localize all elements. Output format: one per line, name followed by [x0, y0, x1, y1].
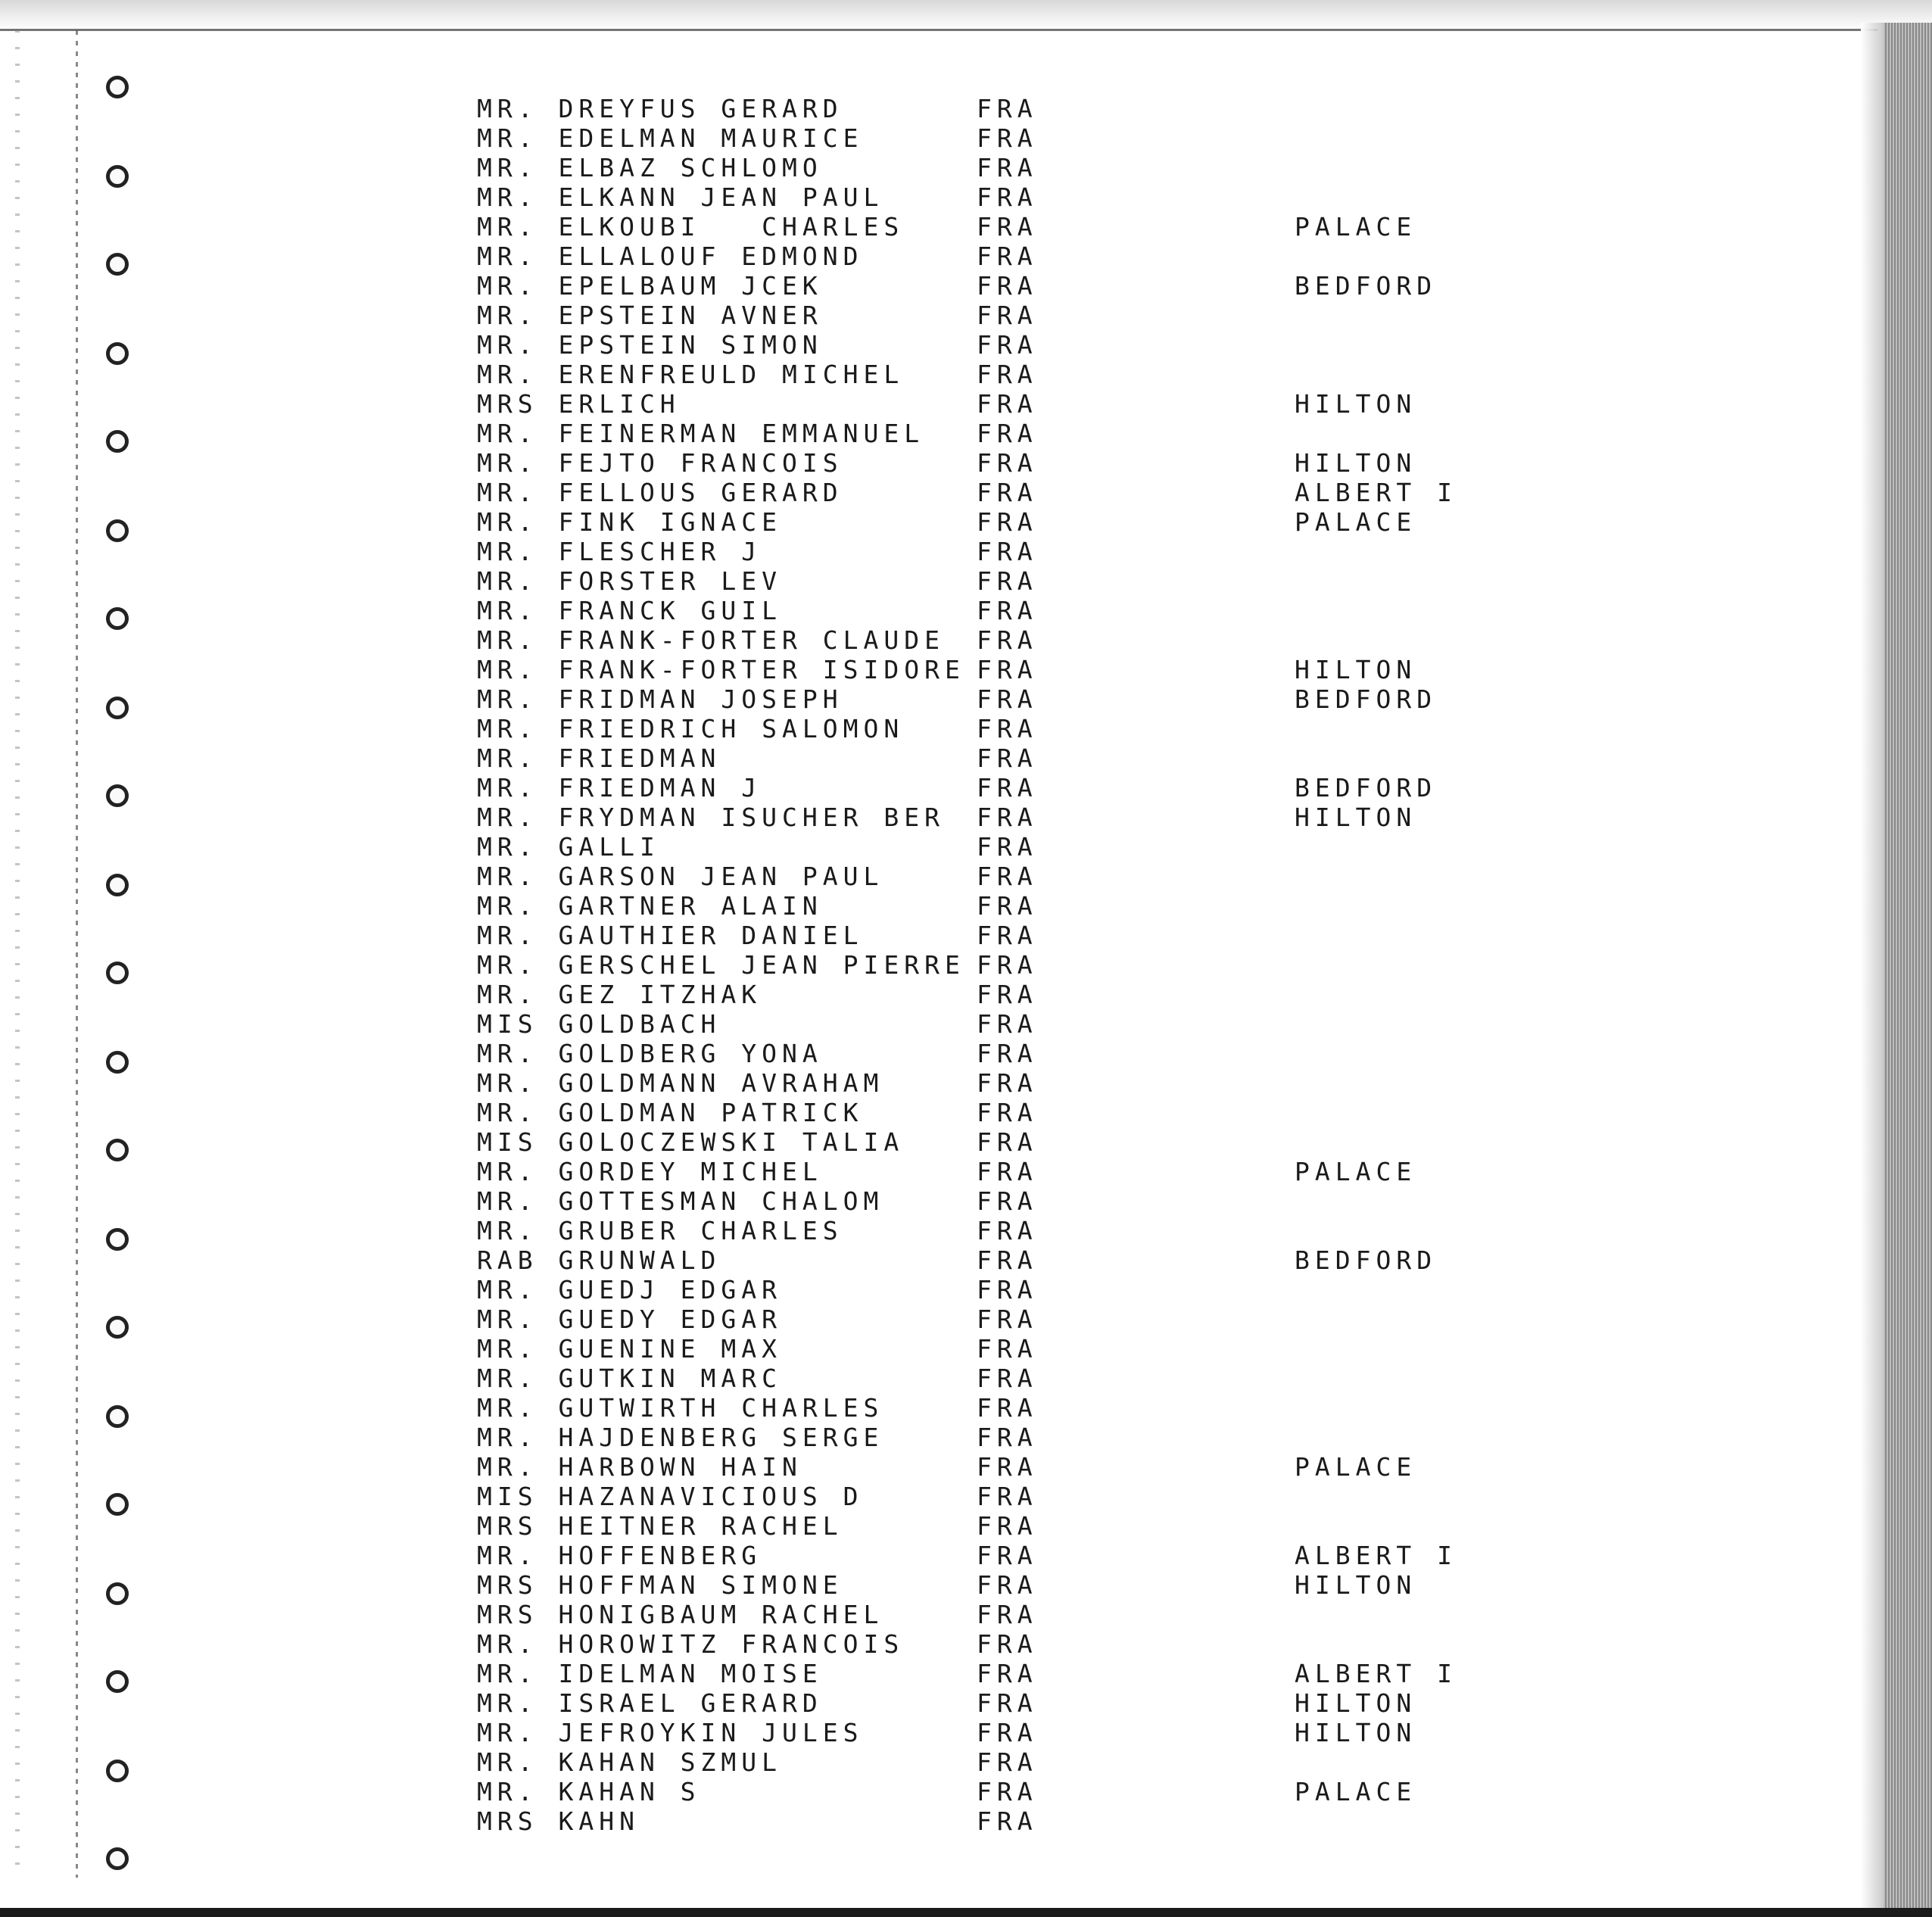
participant-country: FRA: [977, 950, 1038, 980]
participant-name: MR. FRIDMAN JOSEPH: [477, 684, 843, 714]
participant-name: MR. FEINERMAN EMMANUEL: [477, 419, 925, 448]
participant-country: FRA: [977, 1068, 1038, 1098]
participant-name: MR. HARBOWN HAIN: [477, 1452, 802, 1482]
participant-name: MR. FRYDMAN ISUCHER BER: [477, 803, 945, 832]
feed-hole-icon: [106, 607, 129, 630]
participant-country: FRA: [977, 1334, 1038, 1364]
participant-country: FRA: [977, 507, 1038, 537]
participant-country: FRA: [977, 1570, 1038, 1600]
participant-hotel: ALBERT I: [1295, 1541, 1457, 1570]
participant-name: MR. FEJTO FRANCOIS: [477, 448, 843, 478]
participant-country: FRA: [977, 1216, 1038, 1245]
participant-country: FRA: [977, 1541, 1038, 1570]
participant-country: FRA: [977, 625, 1038, 655]
participant-name: MRS KAHN: [477, 1806, 640, 1836]
participant-name: MR. ERENFREULD MICHEL: [477, 360, 905, 389]
tractor-perforation-line: [76, 30, 78, 1878]
feed-hole-icon: [106, 1493, 129, 1516]
participant-name: MR. GORDEY MICHEL: [477, 1157, 823, 1186]
participant-hotel: HILTON: [1295, 803, 1417, 832]
participant-country: FRA: [977, 832, 1038, 862]
feed-hole-icon: [106, 1316, 129, 1339]
participant-hotel: HILTON: [1295, 1688, 1417, 1718]
participant-name: MR. GOLDMAN PATRICK: [477, 1098, 864, 1127]
participant-country: FRA: [977, 1304, 1038, 1334]
participant-name: MR. GAUTHIER DANIEL: [477, 921, 864, 950]
participant-name: MRS HOFFMAN SIMONE: [477, 1570, 843, 1600]
participant-name: MR. ISRAEL GERARD: [477, 1688, 823, 1718]
participant-hotel: HILTON: [1295, 655, 1417, 684]
participant-hotel: BEDFORD: [1295, 773, 1438, 803]
participant-country: FRA: [977, 212, 1038, 242]
scan-top-shadow: [0, 0, 1932, 30]
participant-country: FRA: [977, 419, 1038, 448]
participant-name: MR. GUTWIRTH CHARLES: [477, 1393, 884, 1423]
tractor-feed-holes: [106, 0, 151, 1917]
participant-country: FRA: [977, 1629, 1038, 1659]
participant-country: FRA: [977, 1245, 1038, 1275]
participant-country: FRA: [977, 1600, 1038, 1629]
feed-hole-icon: [106, 253, 129, 276]
participant-country: FRA: [977, 1039, 1038, 1068]
feed-hole-icon: [106, 342, 129, 365]
participant-hotel: HILTON: [1295, 448, 1417, 478]
participant-country: FRA: [977, 1718, 1038, 1747]
participant-name: MR. JEFROYKIN JULES: [477, 1718, 864, 1747]
feed-hole-icon: [106, 1051, 129, 1074]
participant-country: FRA: [977, 1452, 1038, 1482]
participant-country: FRA: [977, 1482, 1038, 1511]
participant-hotel: BEDFORD: [1295, 271, 1438, 301]
participant-name: MIS HAZANAVICIOUS D: [477, 1482, 864, 1511]
participant-name: MIS GOLDBACH: [477, 1009, 721, 1039]
participant-country: FRA: [977, 921, 1038, 950]
participant-name: MR. KAHAN SZMUL: [477, 1747, 783, 1777]
participant-name: MR. EDELMAN MAURICE: [477, 123, 864, 153]
participant-country: FRA: [977, 478, 1038, 507]
participant-country: FRA: [977, 182, 1038, 212]
feed-hole-icon: [106, 962, 129, 984]
participant-name: MR. GOLDMANN AVRAHAM: [477, 1068, 884, 1098]
participant-name: MR. FRANCK GUIL: [477, 596, 783, 625]
participant-name: MR. ELKOUBI CHARLES: [477, 212, 905, 242]
participant-name: RAB GRUNWALD: [477, 1245, 721, 1275]
participant-name: MR. FORSTER LEV: [477, 566, 783, 596]
participant-name: MR. GOTTESMAN CHALOM: [477, 1186, 884, 1216]
participant-country: FRA: [977, 1747, 1038, 1777]
participant-name: MR. FRANK-FORTER ISIDORE: [477, 655, 965, 684]
participant-name: MR. ELKANN JEAN PAUL: [477, 182, 884, 212]
feed-hole-icon: [106, 1847, 129, 1870]
participant-name: MR. GERSCHEL JEAN PIERRE: [477, 950, 965, 980]
participant-hotel: PALACE: [1295, 1777, 1417, 1806]
participant-country: FRA: [977, 566, 1038, 596]
participant-hotel: BEDFORD: [1295, 1245, 1438, 1275]
participant-name: MRS ERLICH: [477, 389, 681, 419]
participant-hotel: ALBERT I: [1295, 478, 1457, 507]
participant-name: MR. GUEDY EDGAR: [477, 1304, 783, 1334]
participant-country: FRA: [977, 1777, 1038, 1806]
feed-hole-icon: [106, 784, 129, 807]
participant-country: FRA: [977, 94, 1038, 123]
participant-country: FRA: [977, 891, 1038, 921]
participant-hotel: HILTON: [1295, 1718, 1417, 1747]
participant-hotel: HILTON: [1295, 389, 1417, 419]
participant-country: FRA: [977, 1393, 1038, 1423]
feed-hole-icon: [106, 1760, 129, 1782]
participant-country: FRA: [977, 1186, 1038, 1216]
participant-country: FRA: [977, 1688, 1038, 1718]
participant-country: FRA: [977, 862, 1038, 891]
feed-hole-icon: [106, 1139, 129, 1161]
participant-hotel: ALBERT I: [1295, 1659, 1457, 1688]
participant-country: FRA: [977, 1423, 1038, 1452]
participant-hotel: PALACE: [1295, 507, 1417, 537]
participant-country: FRA: [977, 153, 1038, 182]
participant-country: FRA: [977, 596, 1038, 625]
participant-country: FRA: [977, 773, 1038, 803]
participant-country: FRA: [977, 389, 1038, 419]
participant-hotel: PALACE: [1295, 1157, 1417, 1186]
participant-country: FRA: [977, 242, 1038, 271]
feed-hole-icon: [106, 165, 129, 188]
participant-country: FRA: [977, 1009, 1038, 1039]
feed-hole-icon: [106, 874, 129, 896]
participant-hotel: PALACE: [1295, 1452, 1417, 1482]
participant-country: FRA: [977, 330, 1038, 360]
participant-country: FRA: [977, 537, 1038, 566]
participant-name: MR. FRIEDMAN: [477, 743, 721, 773]
participant-country: FRA: [977, 1127, 1038, 1157]
participant-name: MR. GARTNER ALAIN: [477, 891, 823, 921]
feed-hole-icon: [106, 76, 129, 98]
participant-hotel: PALACE: [1295, 212, 1417, 242]
participant-name: MR. ELLALOUF EDMOND: [477, 242, 864, 271]
page-bottom-edge: [0, 1908, 1932, 1917]
participant-name: MR. FRANK-FORTER CLAUDE: [477, 625, 945, 655]
participant-name: MR. EPSTEIN SIMON: [477, 330, 823, 360]
participant-country: FRA: [977, 1659, 1038, 1688]
participant-name: MR. FRIEDRICH SALOMON: [477, 714, 905, 743]
participant-name: MR. FELLOUS GERARD: [477, 478, 843, 507]
participant-name: MR. GEZ ITZHAK: [477, 980, 762, 1009]
participant-name: MR. GUEDJ EDGAR: [477, 1275, 783, 1304]
participant-country: FRA: [977, 980, 1038, 1009]
participant-name: MR. FINK IGNACE: [477, 507, 783, 537]
scan-noise-left: [15, 30, 20, 1878]
participant-name: MR. HAJDENBERG SERGE: [477, 1423, 884, 1452]
participant-name: MR. ELBAZ SCHLOMO: [477, 153, 823, 182]
participant-country: FRA: [977, 1364, 1038, 1393]
feed-hole-icon: [106, 697, 129, 719]
participant-country: FRA: [977, 1098, 1038, 1127]
feed-hole-icon: [106, 430, 129, 453]
participant-name: MR. EPSTEIN AVNER: [477, 301, 823, 330]
feed-hole-icon: [106, 1582, 129, 1605]
participant-country: FRA: [977, 655, 1038, 684]
feed-hole-icon: [106, 1670, 129, 1693]
participant-name: MR. GARSON JEAN PAUL: [477, 862, 884, 891]
participant-name: MR. DREYFUS GERARD: [477, 94, 843, 123]
participant-country: FRA: [977, 1511, 1038, 1541]
participant-country: FRA: [977, 271, 1038, 301]
participant-name: MR. FLESCHER J: [477, 537, 762, 566]
participant-country: FRA: [977, 123, 1038, 153]
participant-name: MR. GOLDBERG YONA: [477, 1039, 823, 1068]
feed-hole-icon: [106, 519, 129, 542]
participant-name: MR. HOFFENBERG: [477, 1541, 762, 1570]
participant-country: FRA: [977, 803, 1038, 832]
participant-name: MR. FRIEDMAN J: [477, 773, 762, 803]
participant-country: FRA: [977, 1157, 1038, 1186]
participant-country: FRA: [977, 684, 1038, 714]
participant-name: MR. IDELMAN MOISE: [477, 1659, 823, 1688]
participant-name: MRS HEITNER RACHEL: [477, 1511, 843, 1541]
participant-name: MR. HOROWITZ FRANCOIS: [477, 1629, 905, 1659]
participant-country: FRA: [977, 714, 1038, 743]
participant-hotel: HILTON: [1295, 1570, 1417, 1600]
participant-country: FRA: [977, 743, 1038, 773]
participant-name: MR. GUTKIN MARC: [477, 1364, 783, 1393]
participant-country: FRA: [977, 448, 1038, 478]
participant-name: MIS GOLOCZEWSKI TALIA: [477, 1127, 905, 1157]
participant-name: MR. GRUBER CHARLES: [477, 1216, 843, 1245]
participant-name: MR. GUENINE MAX: [477, 1334, 783, 1364]
page-top-edge: [0, 29, 1877, 31]
participant-hotel: BEDFORD: [1295, 684, 1438, 714]
participant-country: FRA: [977, 360, 1038, 389]
participant-country: FRA: [977, 1275, 1038, 1304]
participant-name: MR. KAHAN S: [477, 1777, 701, 1806]
feed-hole-icon: [106, 1405, 129, 1428]
participant-name: MRS HONIGBAUM RACHEL: [477, 1600, 884, 1629]
participant-name: MR. EPELBAUM JCEK: [477, 271, 823, 301]
scan-right-edge-shadow: [1884, 23, 1932, 1917]
participant-name: MR. GALLI: [477, 832, 660, 862]
participant-country: FRA: [977, 301, 1038, 330]
feed-hole-icon: [106, 1228, 129, 1251]
participant-country: FRA: [977, 1806, 1038, 1836]
